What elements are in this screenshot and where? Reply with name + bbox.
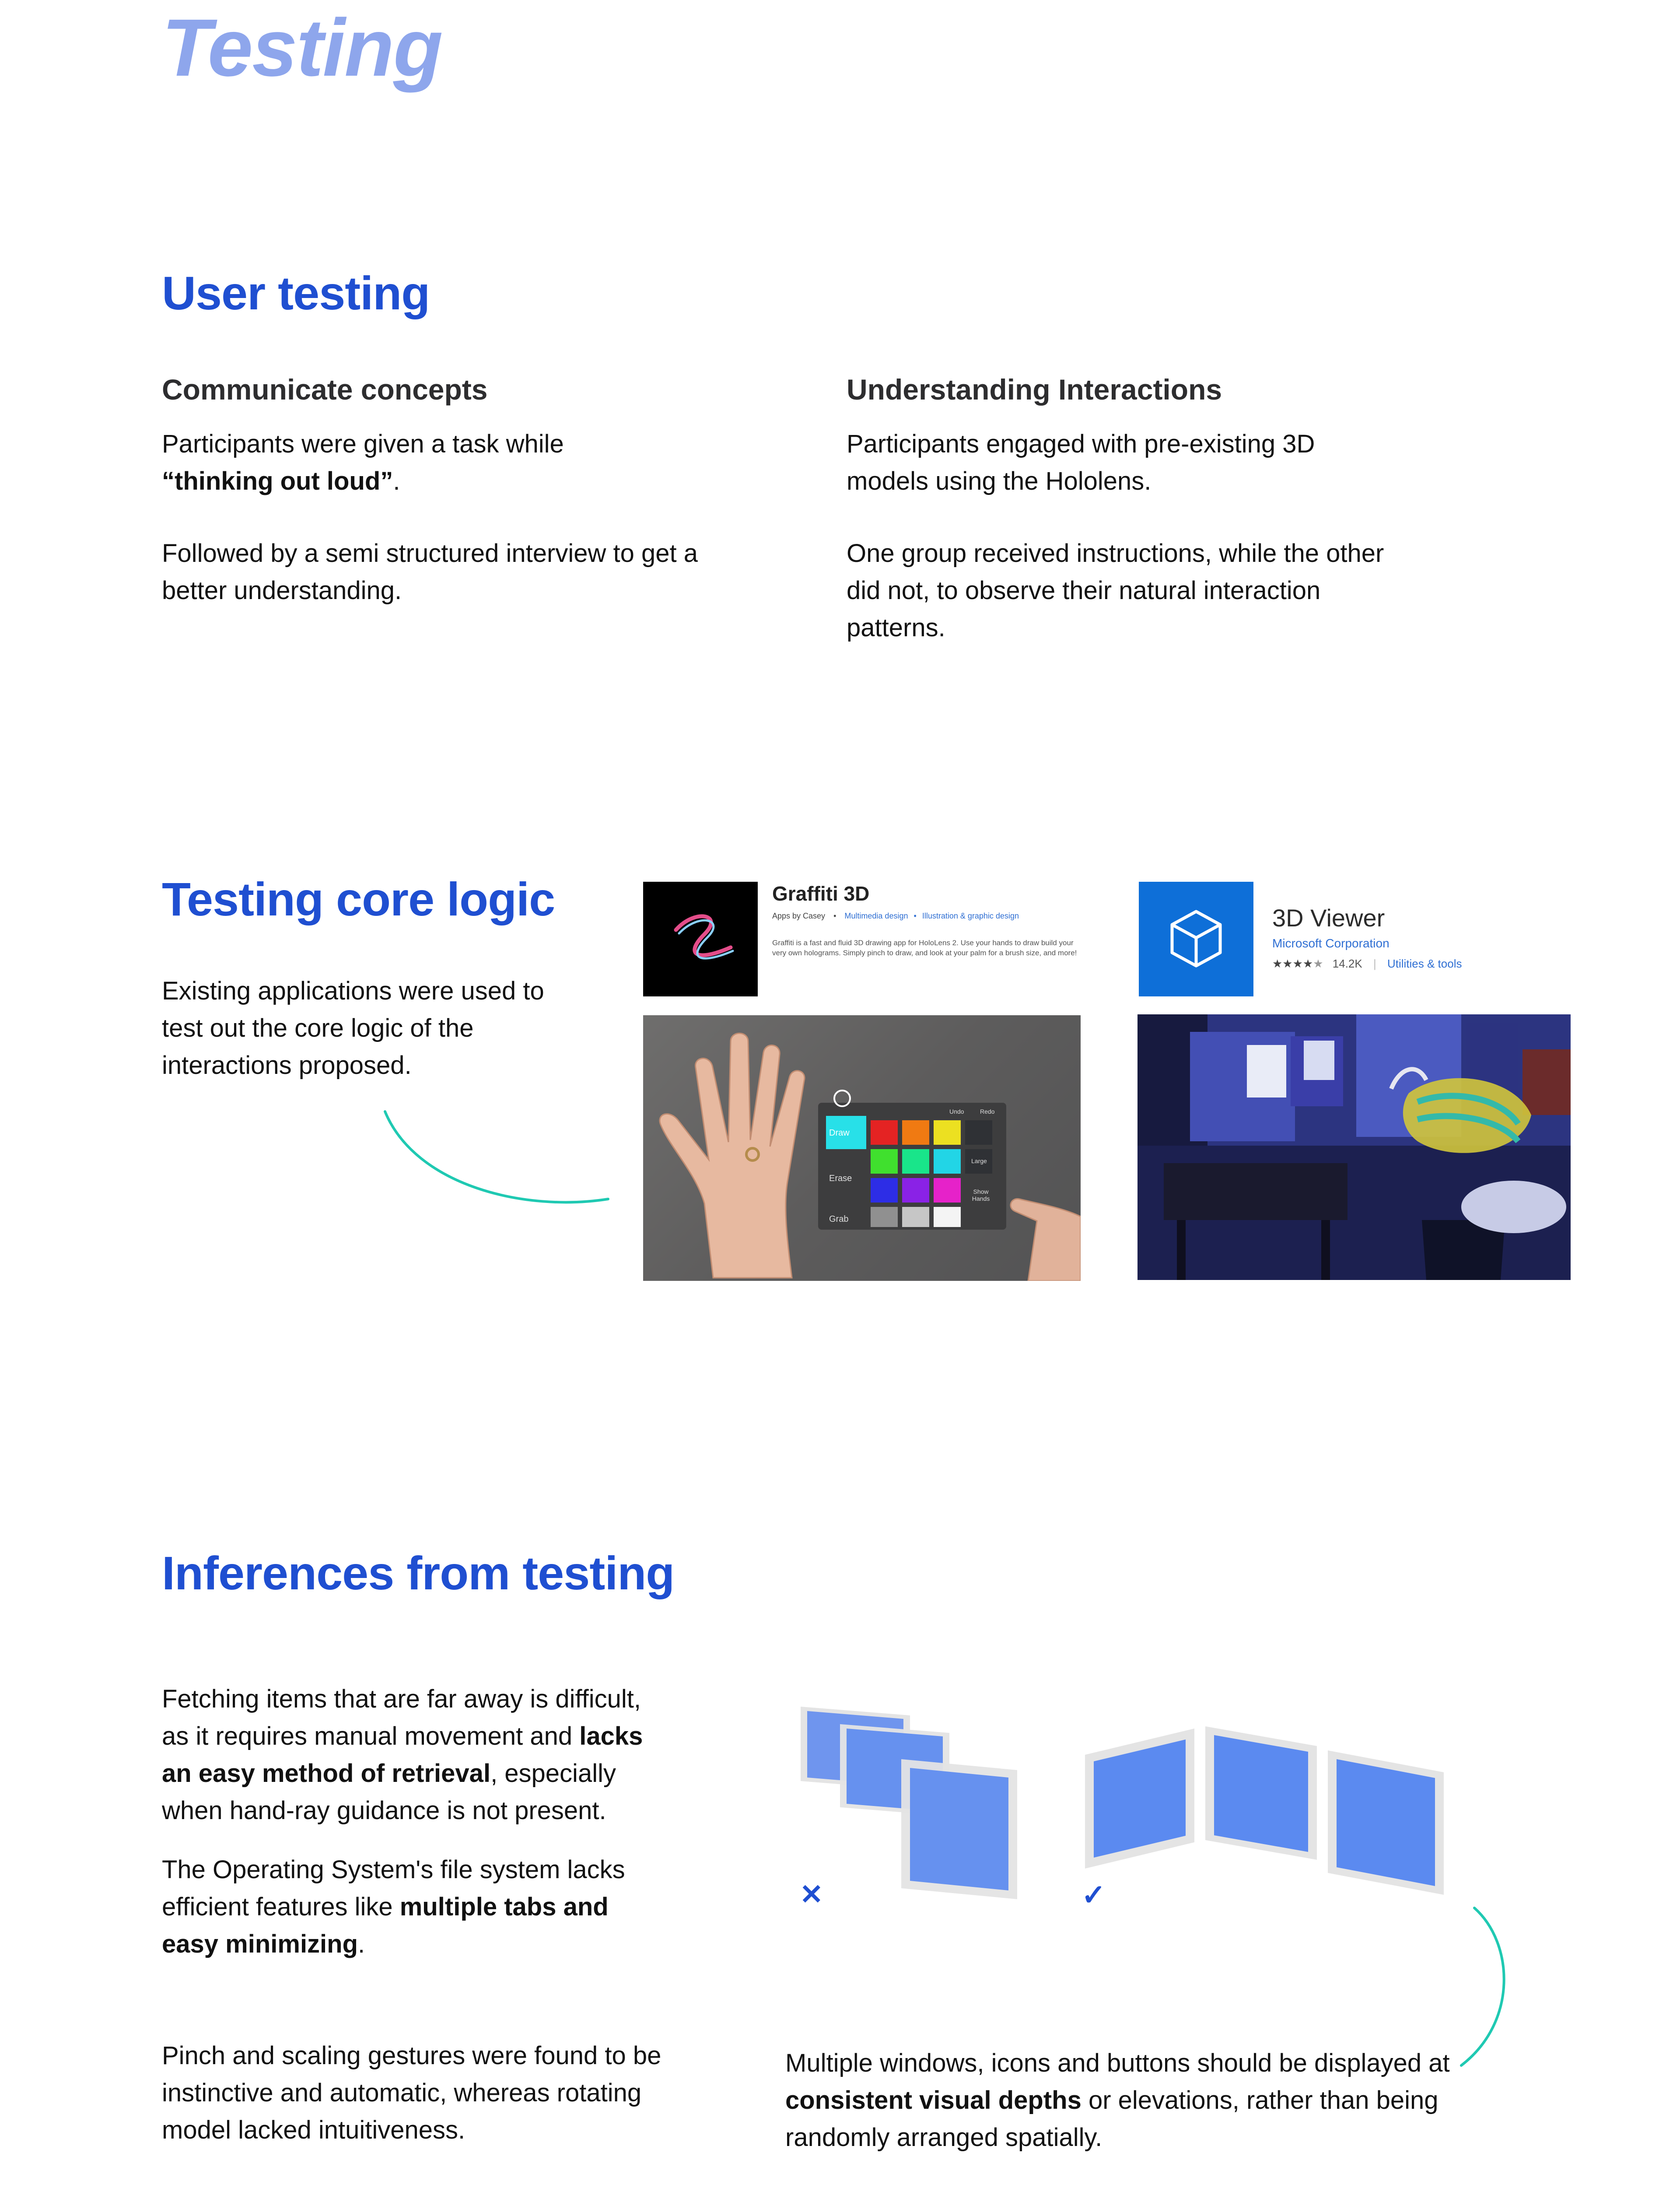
graffiti-category-2[interactable]: Illustration & graphic design	[922, 912, 1019, 920]
graffiti-hand-palette-photo	[643, 1015, 1081, 1281]
graffiti-meta: Apps by Casey • Multimedia design • Illustration & graphic design	[772, 912, 1019, 920]
communicate-concepts-heading: Communicate concepts	[162, 373, 488, 406]
section-heading-core-logic: Testing core logic	[162, 873, 555, 926]
palette-label-erase: Erase	[829, 1174, 852, 1183]
viewer-publisher[interactable]: Microsoft Corporation	[1272, 936, 1390, 950]
inference-gestures: Pinch and scaling gestures were found to be instinctive and automatic, whereas rotating model lacked intuitiveness.	[162, 2041, 662, 2144]
palette-label-undo: Undo	[949, 1108, 964, 1115]
palette-label-redo: Redo	[980, 1108, 995, 1115]
understanding-interactions-heading: Understanding Interactions	[847, 373, 1222, 406]
communicate-concepts-p1: Participants were given a task while “thinking out loud”.	[162, 430, 564, 495]
check-icon: ✓	[1082, 1879, 1106, 1911]
cluttered-windows	[801, 1707, 1017, 1899]
connector-curve	[381, 1107, 617, 1212]
understanding-interactions-block	[847, 372, 1424, 646]
graffiti-category-1[interactable]: Multimedia design	[844, 912, 908, 920]
inference-visual-depths: Multiple windows, icons and buttons should be displayed at consistent visual depths or elevations, rather than being randomly arranged spatially.	[785, 2049, 1450, 2152]
palette-label-large: Large	[971, 1157, 987, 1164]
understanding-interactions-p1: Participants engaged with pre-existing 3D models using the Hololens.	[847, 430, 1315, 495]
graffiti-description: Graffiti is a fast and fluid 3D drawing app for HoloLens 2. Use your hands to draw build your very own holograms. Simply pinch to draw, and look at your palm for a brush size, and more!	[772, 939, 1077, 957]
viewer-category[interactable]: Utilities & tools	[1387, 957, 1462, 970]
section-heading-user-testing: User testing	[162, 266, 430, 319]
understanding-interactions-p2: One group received instructions, while the other did not, to observe their natural interaction patterns.	[847, 539, 1384, 642]
palette-label-grab: Grab	[829, 1214, 849, 1224]
viewer-rating-count: 14.2K	[1332, 957, 1362, 970]
organized-windows	[1085, 1726, 1444, 1895]
palette-label-show-hands: Show Hands	[972, 1188, 990, 1202]
graffiti-app-name: Graffiti 3D	[772, 882, 870, 905]
viewer-app-name: 3D Viewer	[1272, 904, 1385, 932]
page-title: Testing	[162, 3, 442, 93]
cube-icon	[1139, 882, 1253, 996]
communicate-concepts-block	[162, 372, 713, 609]
window-depth-illustration	[788, 1698, 1531, 1917]
graffiti-store-card	[643, 882, 1081, 998]
cross-icon: ✕	[800, 1879, 823, 1910]
graffiti-app-icon	[643, 882, 758, 996]
communicate-concepts-p2: Followed by a semi structured interview to get a better understanding.	[162, 539, 698, 605]
viewer-room-photo	[1138, 1014, 1571, 1280]
inference-file-system: The Operating System's file system lacks efficient features like multiple tabs and easy minimizing.	[162, 1855, 625, 1958]
viewer-rating-row: ★★★★★ 14.2K | Utilities & tools	[1272, 957, 1462, 970]
palette-label-draw: Draw	[829, 1128, 850, 1138]
star-rating-icon: ★★★★★	[1272, 957, 1323, 970]
core-logic-body: Existing applications were used to test out the core logic of the interactions proposed.	[162, 977, 544, 1080]
inference-fetching: Fetching items that are far away is difficult, as it requires manual movement and lacks an easy method of retrieval, especially when hand-ray guidance is not present.	[162, 1685, 643, 1825]
inferences-left-column	[162, 1680, 656, 1963]
viewer-store-card	[1139, 882, 1576, 998]
section-heading-inferences: Inferences from testing	[162, 1546, 675, 1599]
